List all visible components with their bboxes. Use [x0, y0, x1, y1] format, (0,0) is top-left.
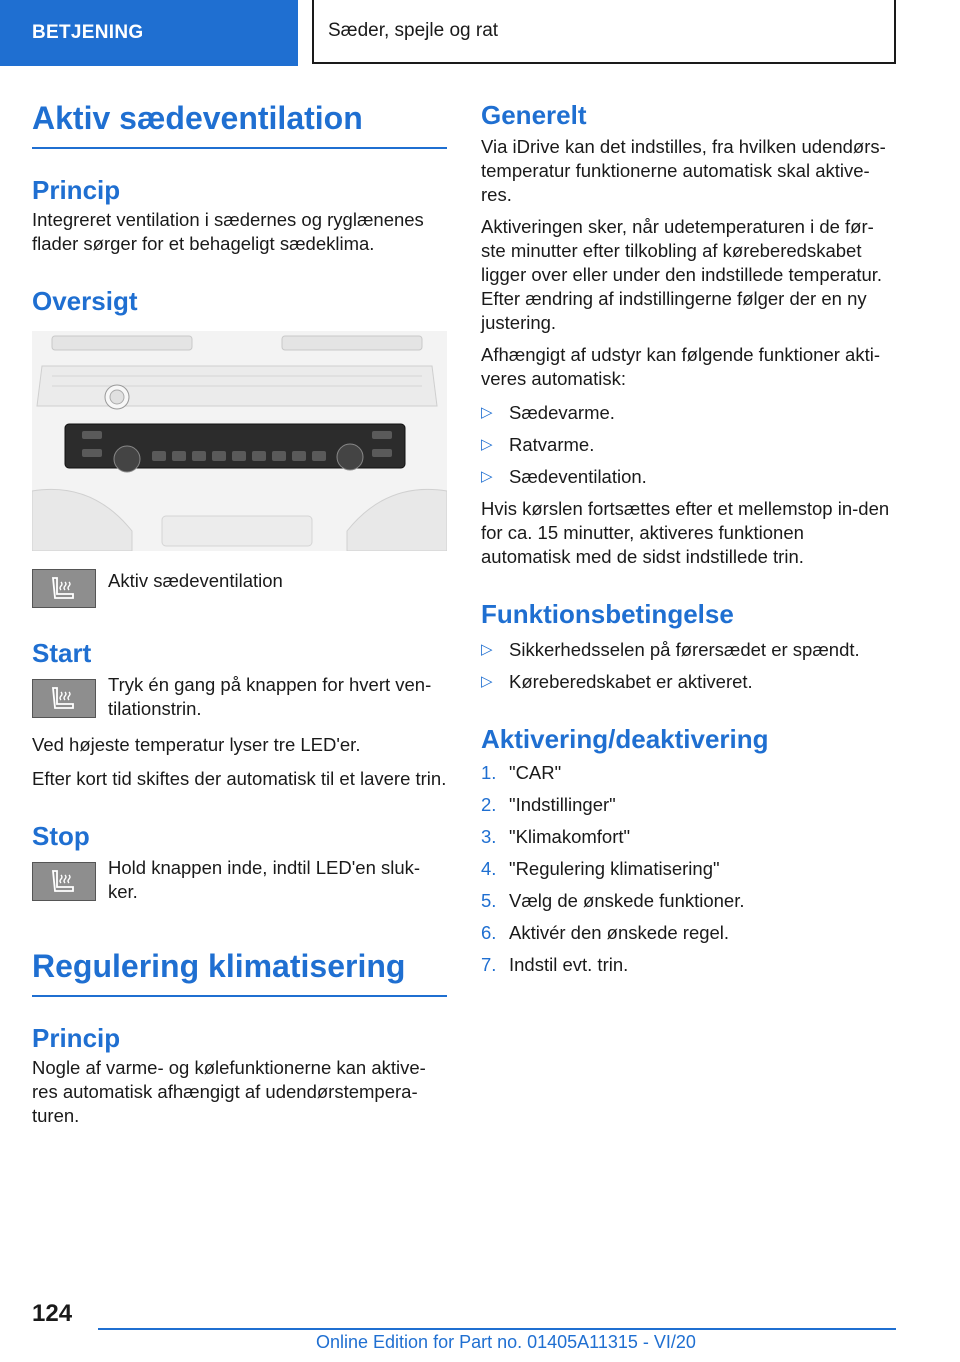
stop-icon-row [32, 856, 447, 904]
footer-divider [98, 1328, 896, 1330]
seat-ventilation-icon [32, 569, 96, 608]
heading-funktionsbetingelse: Funktionsbetingelse [481, 599, 734, 629]
heading-stop: Stop [32, 821, 90, 851]
chapter-tab [312, 0, 896, 64]
start-icon-row [32, 673, 447, 721]
chapter-label: Sæder, spejle og rat [328, 20, 499, 41]
heading-start: Start [32, 638, 92, 668]
section-tab [0, 0, 298, 66]
start-text: Tryk én gang på knappen for hvert ven-tilationstrin. [108, 674, 432, 719]
triangle-bullet-icon: ▷ [481, 468, 493, 485]
generelt-paragraph-4: Hvis kørslen fortsættes efter et mellemstop in-den for ca. 15 minutter, aktiveres funktionen automatisk med de sidst indstillede trin. [481, 498, 890, 567]
list-item: ▷ Sikkerhedsselen på førersædet er spændt. [481, 639, 860, 660]
heading-regulering-klimatisering: Regulering klimatisering [32, 948, 447, 997]
triangle-bullet-icon: ▷ [481, 641, 493, 658]
generelt-paragraph-2: Aktiveringen sker, når udetemperaturen i de før-ste minutter efter tilkobling af køreberedskabet ligger over eller under den indstillede temperatur. Efter ændring af indstillingerne følger der en ny justering. [481, 216, 883, 333]
triangle-bullet-icon: ▷ [481, 404, 493, 421]
step-item: 4. "Regulering klimatisering" [481, 858, 720, 879]
seat-ventilation-icon [32, 679, 96, 718]
princip-text: Integreret ventilation i sædernes og ryglænenes flader sørger for et behageligt sædeklima. [32, 209, 424, 254]
icon-caption-text: Aktiv sædeventilation [108, 570, 283, 591]
step-item: 3. "Klimakomfort" [481, 826, 631, 847]
heading-oversigt: Oversigt [32, 286, 138, 316]
heading-princip: Princip [32, 175, 121, 205]
right-column [481, 100, 896, 977]
generelt-paragraph-3: Afhængigt af udstyr kan følgende funktioner akti-veres automatisk: [481, 344, 880, 389]
section-label: BETJENING [32, 22, 144, 43]
step-item: 2. "Indstillinger" [481, 794, 616, 815]
climate-panel-illustration [32, 331, 447, 551]
generelt-paragraph-1: Via iDrive kan det indstilles, fra hvilken udendørs-temperatur funktionerne automatisk skal aktive-res. [481, 136, 886, 205]
auto-functions-list [481, 401, 896, 489]
list-item: ▷ Sædeventilation. [481, 466, 647, 487]
start-paragraph-1: Ved højeste temperatur lyser tre LED'er. [32, 734, 361, 755]
princip-2-text: Nogle af varme- og kølefunktionerne kan aktive-res automatisk afhængigt af udendørstempera-turen. [32, 1057, 426, 1126]
triangle-bullet-icon: ▷ [481, 673, 493, 690]
list-item: ▷ Køreberedskabet er aktiveret. [481, 671, 753, 692]
step-item: 1. "CAR" [481, 762, 562, 783]
left-column [32, 100, 447, 1128]
heading-princip-2: Princip [32, 1023, 121, 1053]
heading-generelt: Generelt [481, 100, 587, 130]
triangle-bullet-icon: ▷ [481, 436, 493, 453]
list-item: ▷ Ratvarme. [481, 434, 595, 455]
heading-aktivering-deaktivering: Aktivering/deaktivering [481, 724, 769, 754]
page-number: 124 [32, 1300, 73, 1327]
list-item: ▷ Sædevarme. [481, 402, 615, 423]
climate-panel-photo [32, 331, 447, 551]
step-item: 5. Vælg de ønskede funktioner. [481, 890, 745, 911]
heading-aktiv-saedeventilation: Aktiv sædeventilation [32, 100, 447, 149]
condition-list [481, 638, 896, 694]
step-item: 6. Aktivér den ønskede regel. [481, 922, 730, 943]
stop-text: Hold knappen inde, indtil LED'en sluk-ker. [108, 857, 421, 902]
step-item: 7. Indstil evt. trin. [481, 954, 629, 975]
steps-list [481, 761, 896, 977]
seat-ventilation-icon [32, 862, 96, 901]
start-paragraph-2: Efter kort tid skiftes der automatisk til et lavere trin. [32, 768, 447, 789]
icon-caption-row [32, 569, 447, 608]
footer-edition: Online Edition for Part no. 01405A11315 - VI/20 [316, 1332, 696, 1352]
